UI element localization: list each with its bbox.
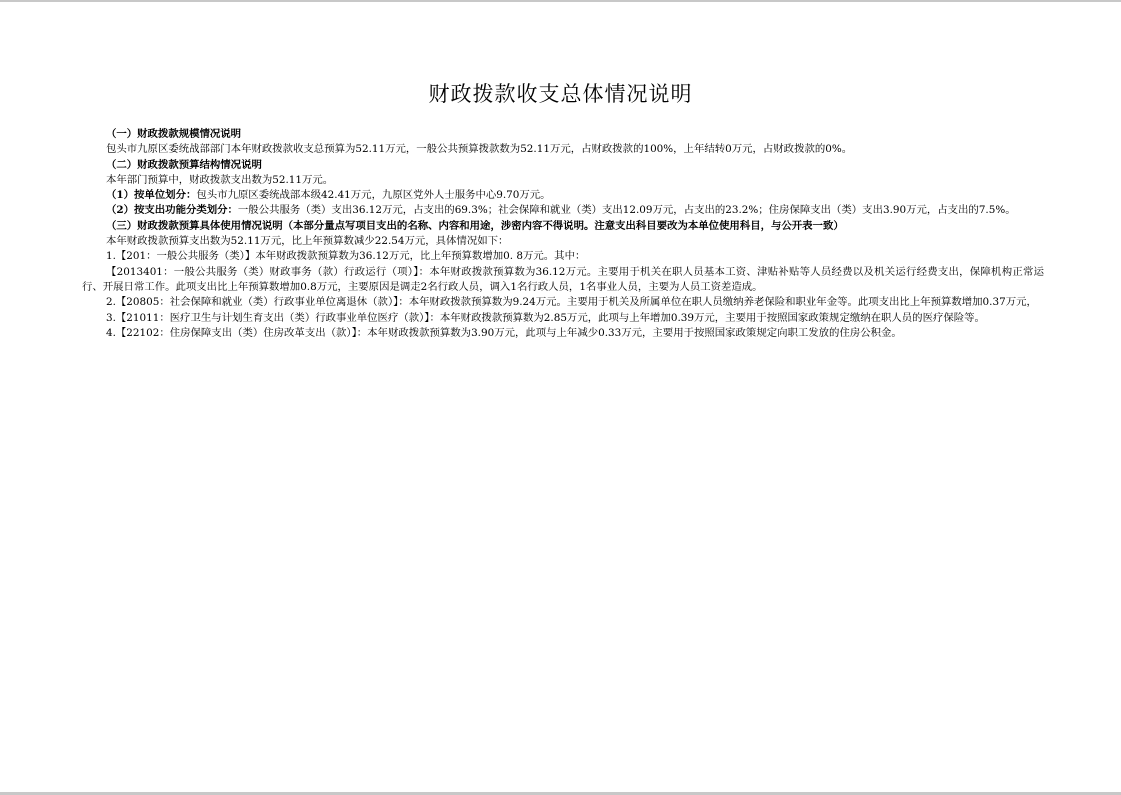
page-title: 财政拨款收支总体情况说明 [428,82,693,106]
section-3-paragraph-2: 【2013401：一般公共服务（类）财政事务（款）行政运行（项）】：本年财政拨款预算数为36.12万元。主要用于机关在职人员基本工资、津贴补贴等人员经费以及机关运行经费支出，保障机构正常运行、开展日常工作。此项支出比上年预算数增加0.8万元，主要原因是调走2名行政人员，调入1名行政人员，1名事业人员，主要为人员工资差造成。 [82,265,1044,293]
section-2-item-1-label: （1）按单位划分： [106,189,197,202]
section-1-text: 包头市九原区委统战部部门本年财政拨款收支总预算为52.11万元，一般公共预算拨款数为52.11万元，占财政拨款的100%，上年结转0万元，占财政拨款的0%。 [106,143,853,156]
section-2-item-2-label: （2）按支出功能分类划分： [106,204,238,217]
document-body [82,127,1044,341]
section-3-paragraph-1: 1.【201：一般公共服务（类）】本年财政拨款预算数为36.12万元，比上年预算数增加0. 8万元。其中： [106,250,586,263]
section-3-heading: （三）财政拨款预算具体使用情况说明（本部分量点写项目支出的名称、内容和用途，涉密内容不得说明。注意支出科目要改为本单位使用科目，与公开表一致） [106,219,844,232]
section-2-item-1 [82,188,1044,203]
section-2-heading: （二）财政拨款预算结构情况说明 [106,158,262,171]
section-2-item-2-text: 一般公共服务（类）支出36.12万元，占支出的69.3%；社会保障和就业（类）支出12.09万元，占支出的23.2%；住房保障支出（类）支出3.90万元，占支出的7.5%。 [237,204,1016,217]
section-3-paragraph-5: 4.【22102：住房保障支出（类）住房改革支出（款）】：本年财政拨款预算数为3.90万元，此项与上年减少0.33万元，主要用于按照国家政策规定向职工发放的住房公积金。 [106,326,902,339]
section-2-text: 本年部门预算中，财政拨款支出数为52.11万元。 [106,173,334,186]
section-1-heading: （一）财政拨款规模情况说明 [106,128,242,140]
top-border [0,0,1121,2]
section-2-item-2 [82,203,1044,218]
section-3-paragraph-3: 2.【20805：社会保障和就业（类）行政事业单位离退休（款）】：本年财政拨款预算数为9.24万元。主要用于机关及所属单位在职人员缴纳养老保险和职业年金等。此项支出比上年预算数增加0.37万元， [106,296,1037,309]
section-3-intro: 本年财政拨款预算支出数为52.11万元，比上年预算数减少22.54万元，具体情况如下： [106,235,509,248]
section-2-item-1-text: 包头市九原区委统战部本级42.41万元，九原区党外人士服务中心9.70万元。 [196,189,551,202]
section-3-paragraph-4: 3.【21011：医疗卫生与计划生育支出（类）行政事业单位医疗（款）】：本年财政拨款预算数为2.85万元，此项与上年增加0.39万元，主要用于按照国家政策规定缴纳在职人员的医疗保险等。 [106,311,985,324]
